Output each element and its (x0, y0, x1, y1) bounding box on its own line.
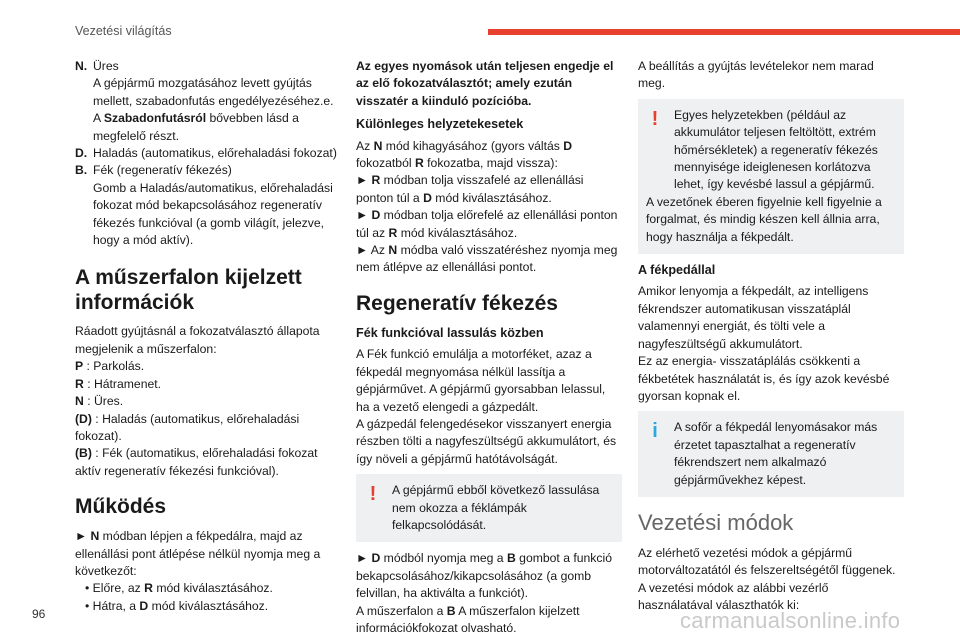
list-item (75, 145, 340, 162)
warning-icon: ! (369, 483, 377, 506)
paragraph: Amikor lenyomja a fékpedált, az intelligens fékrendszer automatikusan visszatáplál valamennyi energiát, és tölti vele a nagyfeszültségű akkumulátort. (638, 284, 869, 351)
watermark-url: carmanualsonline.info (680, 608, 901, 633)
list-text: Haladás (automatikus, előrehaladási fokozat) (93, 146, 337, 161)
warning-box (638, 99, 904, 254)
paragraph: Az elérhető vezetési módok a gépjármű motorváltozatától és felszereltségétől függenek. (638, 545, 896, 578)
paragraph: Az N mód kihagyásához (gyors váltás D fokozatból R fokozatba, majd vissza): (356, 138, 573, 171)
info-item: N : Üres. (75, 394, 124, 409)
paragraph: Az egyes nyomások után teljesen engedje el az elő fokozatválasztót; amely ezután visszatér a kiinduló pozícióba. (356, 59, 614, 108)
info-item: (D) : Haladás (automatikus, előrehaladási fokozat). (75, 411, 300, 443)
paragraph: ► N módban lépjen a fékpedálra, majd az ellenállási pont átlépése nélkül nyomja meg a következőt: (75, 529, 321, 578)
subsection-heading: Fék funkcióval lassulás közben (356, 325, 544, 340)
info-item: P : Parkolás. (75, 359, 145, 374)
list-item (75, 58, 340, 145)
running-header: Vezetési világítás (75, 24, 172, 38)
paragraph: Ráadott gyújtásnál a fokozatválasztó állapota megjelenik a műszerfalon: (75, 324, 320, 356)
warning-icon: ! (651, 107, 659, 130)
subsection-heading: A fékpedállal (638, 263, 716, 278)
list-text: Üres (93, 59, 119, 73)
section-heading: Regeneratív fékezés (356, 291, 558, 315)
info-item: (B) : Fék (automatikus, előrehaladási fokozat aktív regeneratív fékezési funkcióval). (75, 446, 318, 478)
list-text: A Szabadonfutásról bővebben lásd a megfelelő részt. (93, 111, 299, 143)
paragraph: A vezetési módok az alábbi vezérlő használatával választhatók ki: (638, 580, 829, 613)
section-heading: Vezetési módok (638, 509, 794, 535)
warning-box (356, 474, 622, 542)
warning-text: A gépjármű ebből következő lassulása nem okozza a féklámpák felkapcsolódását. (392, 483, 600, 532)
warning-text: Egyes helyzetekben (például az akkumulátor teljesen feltöltött, extrém hőmérsékletek) a regeneratív fékezés mennyisége ideiglenesen korlátozva lehet, így kevésbé lassul a gépjármű. (674, 107, 878, 192)
step-item: ► D módban tolja előrefelé az ellenállási ponton túl az R mód kiválasztásához. (356, 208, 618, 240)
paragraph: A beállítás a gyújtás levételekor nem marad meg. (638, 59, 874, 91)
paragraph: A gázpedál felengedésekor visszanyert energia részben tölti a nagyfeszültségű akkumulátort, és így növeli a gépjármű hatótávolságát. (356, 416, 617, 466)
bullet-item: • Hátra, a D mód kiválasztásához. (85, 598, 269, 613)
bullet-item: • Előre, az R mód kiválasztásához. (85, 581, 273, 596)
list-key: D. (75, 146, 88, 161)
paragraph: Ez az energia- visszatáplálás csökkenti a fékbetétek használatát is, és így azok kevésbé gyorsan kopnak el. (638, 354, 890, 403)
warning-text: A vezetőnek éberen figyelnie kell figyelnie a forgalmat, és mindig készen kell állnia arra, hogy használja a fékpedált. (646, 194, 882, 244)
header-accent-bar (488, 29, 960, 35)
step-item: ► Az N módba való visszatéréshez nyomja meg nem átlépve az ellenállási pontot. (356, 243, 618, 275)
subsection-heading: Különleges helyzetekesetek (356, 117, 524, 132)
list-text: Fék (regeneratív fékezés) (93, 163, 232, 178)
paragraph: A Fék funkció emulálja a motorféket, azaz a fékpedál megnyomása nélkül lassítja a gépjárművet. A gépjármű gyorsabban lelassul, ha a vezető elengedi a gázpedált. (356, 347, 606, 414)
column-3 (638, 58, 904, 615)
column-2 (356, 58, 622, 637)
section-heading: A műszerfalon kijelzett információk (75, 266, 302, 315)
info-box (638, 411, 904, 497)
list-key: N. (75, 59, 88, 73)
paragraph: ► D módból nyomja meg a B gombot a funkció bekapcsolásához/kikapcsolásához (a gomb felvillan, ha aktiválta a funkciót). (356, 551, 612, 601)
step-item: ► R módban tolja visszafelé az ellenállási ponton túl a D mód kiválasztásához. (356, 173, 584, 205)
list-text: Gomb a Haladás/automatikus, előrehaladási fokozat mód bekapcsolásához regeneratív fékezés funkcióval (a gomb világít, jelezve, hogy a mód aktív). (93, 180, 333, 248)
list-text: A gépjármű mozgatásához levett gyújtás mellett, szabadonfutás engedélyezéséhez.e. (93, 76, 334, 108)
page-number: 96 (32, 607, 46, 621)
section-heading: Működés (75, 495, 167, 519)
info-item: R : Hátramenet. (75, 376, 162, 391)
info-text: A sofőr a fékpedál lenyomásakor más érzetet tapasztalhat a regeneratív fékrendszert nem alkalmazó gépjárművekhez képest. (674, 420, 878, 487)
list-key: B. (75, 163, 88, 178)
paragraph: A műszerfalon a B A műszerfalon kijelzett információkfokozat olvasható. (356, 603, 580, 635)
column-1 (75, 58, 340, 615)
list-item (75, 162, 340, 249)
info-icon: i (652, 420, 658, 443)
